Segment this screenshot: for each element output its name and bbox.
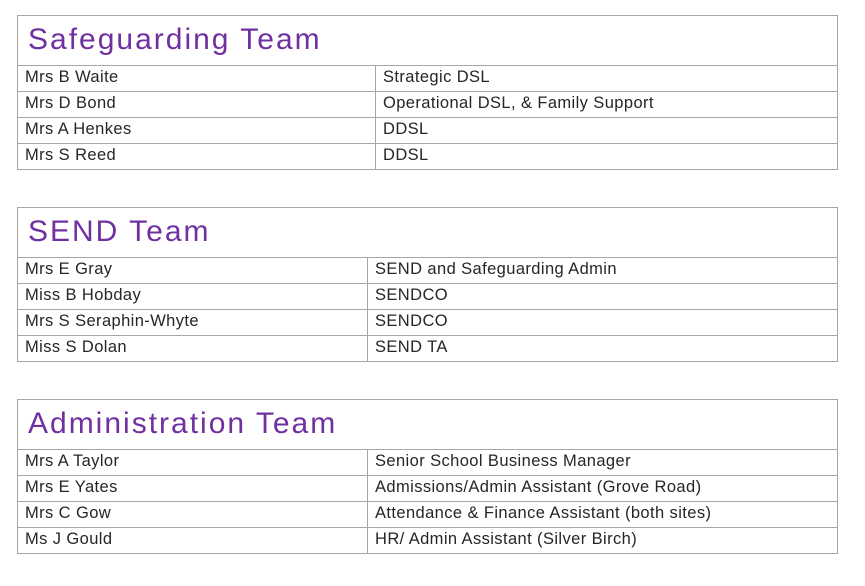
administration-team-table [17, 399, 838, 554]
table-row [18, 502, 838, 528]
staff-name-cell: Mrs A Taylor [18, 450, 368, 476]
table-title: Safeguarding Team [18, 16, 838, 66]
staff-name-cell: Mrs S Reed [18, 144, 376, 170]
table-row [18, 450, 838, 476]
table-title-row [18, 400, 838, 450]
table-title: SEND Team [18, 208, 838, 258]
staff-role-cell: Operational DSL, & Family Support [376, 92, 838, 118]
staff-name-cell: Mrs D Bond [18, 92, 376, 118]
staff-role-cell: SEND TA [368, 336, 838, 362]
table-row [18, 144, 838, 170]
table-row [18, 284, 838, 310]
staff-name-cell: Miss S Dolan [18, 336, 368, 362]
staff-role-cell: Admissions/Admin Assistant (Grove Road) [368, 476, 838, 502]
table-title-row [18, 208, 838, 258]
staff-name-cell: Ms J Gould [18, 528, 368, 554]
safeguarding-team-table [17, 15, 838, 170]
staff-name-cell: Mrs E Yates [18, 476, 368, 502]
table-title: Administration Team [18, 400, 838, 450]
staff-role-cell: Strategic DSL [376, 66, 838, 92]
table-row [18, 118, 838, 144]
staff-role-cell: SEND and Safeguarding Admin [368, 258, 838, 284]
staff-role-cell: Senior School Business Manager [368, 450, 838, 476]
table-title-row [18, 16, 838, 66]
staff-name-cell: Miss B Hobday [18, 284, 368, 310]
staff-role-cell: SENDCO [368, 284, 838, 310]
staff-role-cell: SENDCO [368, 310, 838, 336]
staff-role-cell: DDSL [376, 144, 838, 170]
table-row [18, 310, 838, 336]
table-row [18, 528, 838, 554]
staff-role-cell: Attendance & Finance Assistant (both sites) [368, 502, 838, 528]
staff-name-cell: Mrs C Gow [18, 502, 368, 528]
staff-name-cell: Mrs S Seraphin-Whyte [18, 310, 368, 336]
table-row [18, 92, 838, 118]
table-row [18, 336, 838, 362]
staff-name-cell: Mrs A Henkes [18, 118, 376, 144]
staff-role-cell: HR/ Admin Assistant (Silver Birch) [368, 528, 838, 554]
send-team-table [17, 207, 838, 362]
table-row [18, 66, 838, 92]
table-row [18, 258, 838, 284]
table-row [18, 476, 838, 502]
staff-name-cell: Mrs E Gray [18, 258, 368, 284]
staff-name-cell: Mrs B Waite [18, 66, 376, 92]
staff-role-cell: DDSL [376, 118, 838, 144]
